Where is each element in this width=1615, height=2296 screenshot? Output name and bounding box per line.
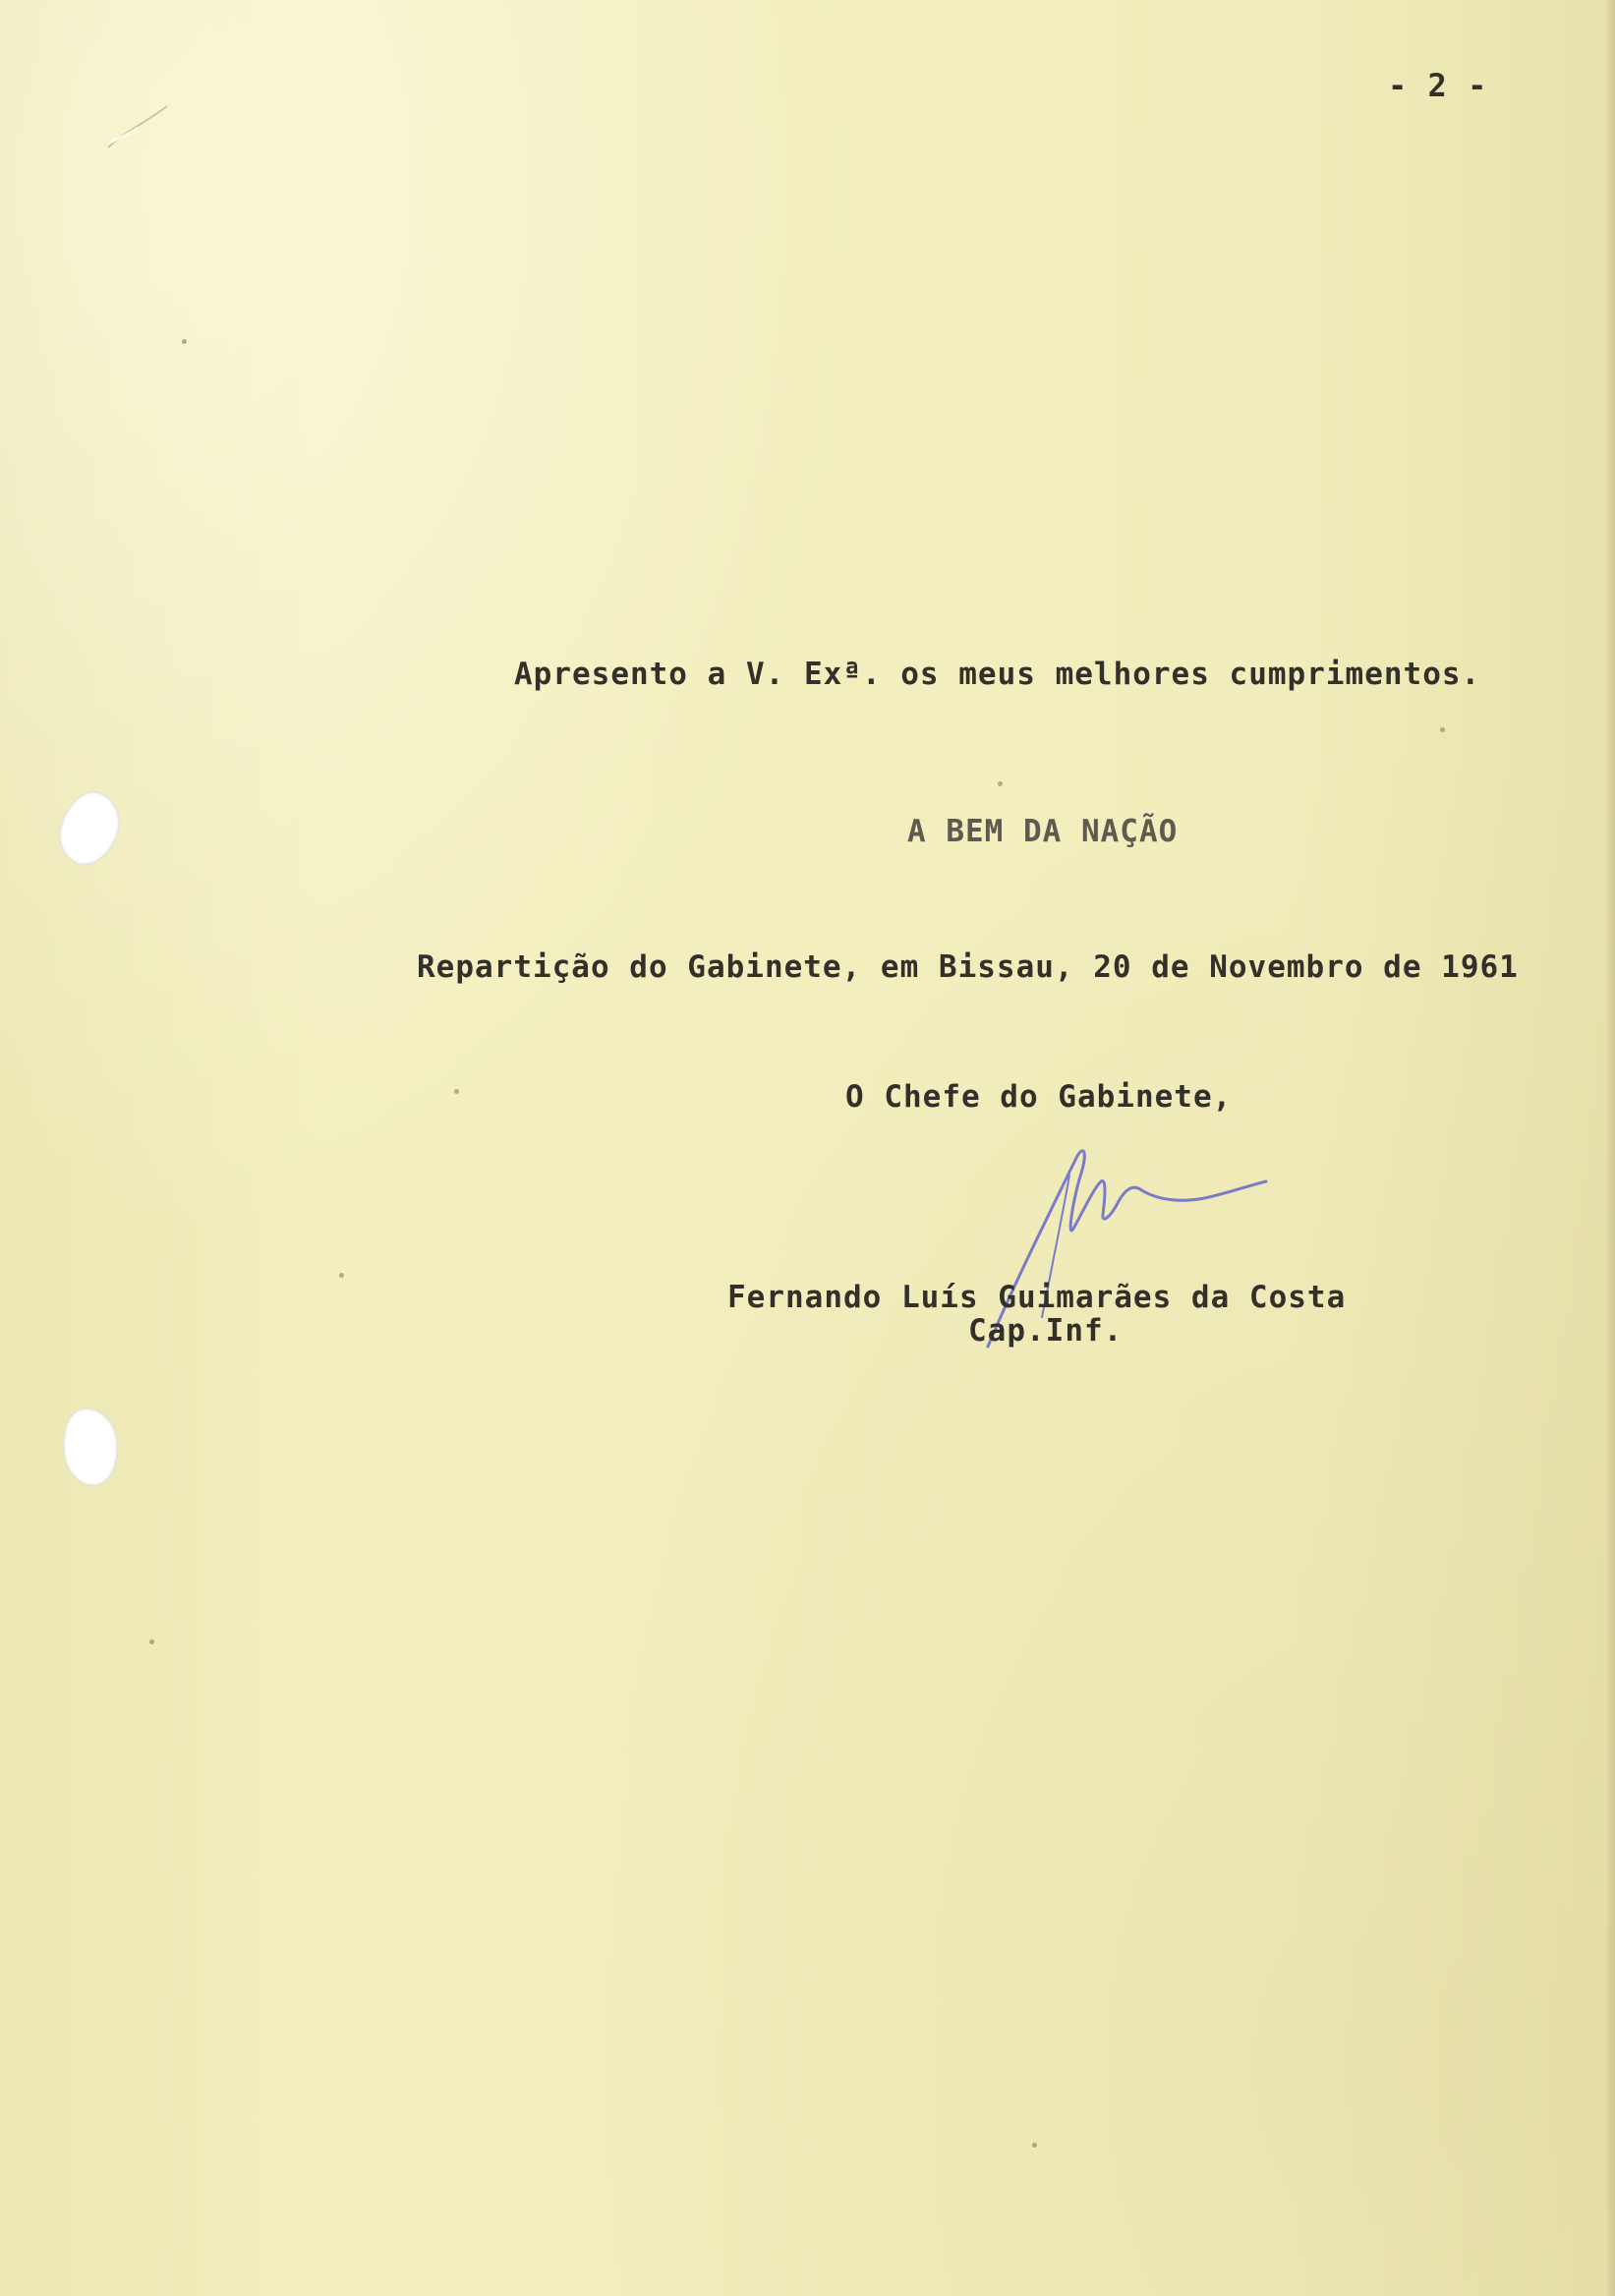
paper-edge <box>1605 0 1615 2296</box>
motto: A BEM DA NAÇÃO <box>907 814 1179 849</box>
place-and-date: Repartição do Gabinete, em Bissau, 20 de Novembro de 1961 <box>417 949 1519 985</box>
paper-speck <box>339 1273 344 1278</box>
paper-speck <box>1032 2143 1037 2148</box>
signer-rank: Cap.Inf. <box>968 1313 1124 1349</box>
punch-hole <box>58 1404 124 1489</box>
paper-speck <box>1440 727 1445 732</box>
signer-name: Fernando Luís Guimarães da Costa <box>727 1280 1347 1315</box>
paper-speck <box>998 781 1003 786</box>
page-number: - 2 - <box>1388 67 1488 104</box>
punch-hole <box>51 784 129 873</box>
paper-speck <box>182 339 187 344</box>
paper-crease <box>98 98 177 157</box>
paper-speck <box>454 1089 459 1094</box>
paper-speck <box>149 1639 154 1644</box>
chief-title: O Chefe do Gabinete, <box>845 1079 1233 1115</box>
closing-greeting: Apresento a V. Exª. os meus melhores cumprimentos. <box>514 657 1481 692</box>
